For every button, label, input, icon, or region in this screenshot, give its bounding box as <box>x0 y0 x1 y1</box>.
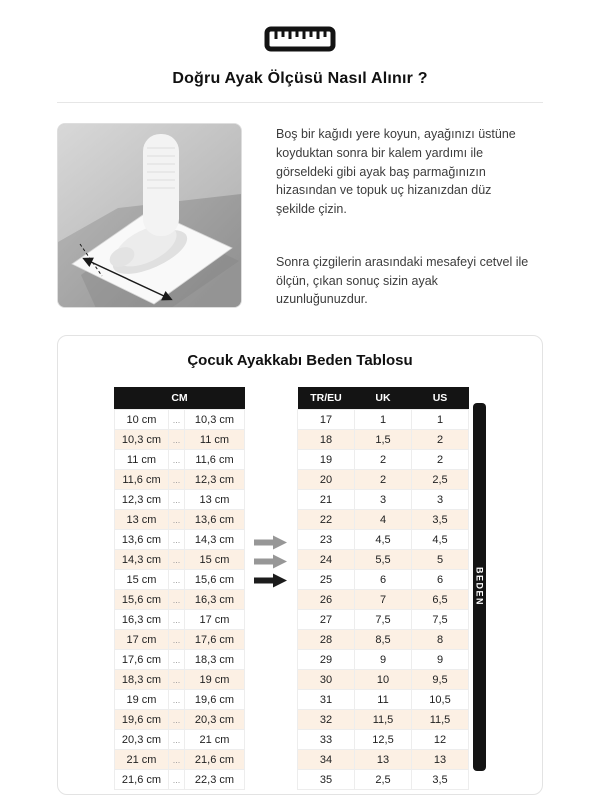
table-cell: 35 <box>298 770 355 790</box>
table-row <box>114 570 244 590</box>
table-cell: 12 <box>412 730 469 750</box>
size-table-title: Çocuk Ayakkabı Beden Tablosu <box>187 352 413 369</box>
table-cell: 19 cm <box>114 690 168 710</box>
conversion-arrows <box>245 535 297 588</box>
table-row <box>298 590 469 610</box>
instruction-text <box>276 123 532 309</box>
table-cell: 19 <box>298 450 355 470</box>
table-cell: 29 <box>298 650 355 670</box>
table-cell: ... <box>168 730 184 750</box>
table-cell: 10 <box>355 670 412 690</box>
table-cell: 11,5 <box>412 710 469 730</box>
table-row <box>298 610 469 630</box>
table-cell: 15,6 cm <box>184 570 244 590</box>
table-cell: 28 <box>298 630 355 650</box>
table-cell: 11 <box>355 690 412 710</box>
table-row <box>298 550 469 570</box>
table-cell: 13 cm <box>114 510 168 530</box>
table-cell: 13 cm <box>184 490 244 510</box>
table-cell: 8 <box>412 630 469 650</box>
table-row <box>298 570 469 590</box>
table-cell: 14,3 cm <box>114 550 168 570</box>
table-cell: 27 <box>298 610 355 630</box>
table-cell: 3,5 <box>412 770 469 790</box>
page-title: Doğru Ayak Ölçüsü Nasıl Alınır ? <box>172 70 428 87</box>
table-cell: 23 <box>298 530 355 550</box>
table-row <box>298 770 469 790</box>
table-row <box>114 610 244 630</box>
beden-label: BEDEN <box>474 567 485 607</box>
instruction-step-2: Sonra çizgilerin arasındaki mesafeyi cetvel ile ölçün, çıkan sonuç sizin ayak uzunluğunuzdur. <box>276 254 529 307</box>
table-cell: 30 <box>298 670 355 690</box>
size-conversion-table <box>297 387 469 790</box>
table-row <box>298 530 469 550</box>
table-row <box>114 510 244 530</box>
table-cell: 7,5 <box>412 610 469 630</box>
table-row <box>114 490 244 510</box>
section-divider <box>57 102 543 103</box>
table-cell: 26 <box>298 590 355 610</box>
size-tables-row <box>58 387 542 790</box>
table-cell: 1,5 <box>355 430 412 450</box>
table-cell: 20 <box>298 470 355 490</box>
table-cell: 12,5 <box>355 730 412 750</box>
table-cell: 2 <box>412 430 469 450</box>
table-row <box>114 630 244 650</box>
table-row <box>298 630 469 650</box>
table-cell: ... <box>168 670 184 690</box>
table-row <box>298 430 469 450</box>
table-cell: 12,3 cm <box>184 470 244 490</box>
table-cell: 4,5 <box>412 530 469 550</box>
table-cell: 34 <box>298 750 355 770</box>
table-cell: 33 <box>298 730 355 750</box>
table-cell: 25 <box>298 570 355 590</box>
table-row <box>114 430 244 450</box>
table-cell: 13,6 cm <box>184 510 244 530</box>
table-cell: 2,5 <box>412 470 469 490</box>
table-header-row <box>114 387 244 410</box>
foot-measurement-photo <box>57 123 242 308</box>
table-cell: ... <box>168 750 184 770</box>
table-cell: 10,5 <box>412 690 469 710</box>
table-cell: 5,5 <box>355 550 412 570</box>
table-cell: 7,5 <box>355 610 412 630</box>
table-cell: 31 <box>298 690 355 710</box>
table-row <box>114 670 244 690</box>
cm-range-table <box>114 387 245 790</box>
table-cell: 32 <box>298 710 355 730</box>
table-cell: ... <box>168 410 184 430</box>
table-cell: 9 <box>412 650 469 670</box>
ruler-icon-svg <box>263 24 337 54</box>
table-cell: ... <box>168 650 184 670</box>
table-row <box>114 650 244 670</box>
table-row <box>298 410 469 430</box>
table-cell: 17,6 cm <box>184 630 244 650</box>
table-cell: ... <box>168 690 184 710</box>
size-table-card <box>57 335 543 795</box>
table-row <box>114 450 244 470</box>
table-cell: ... <box>168 610 184 630</box>
table-row <box>114 690 244 710</box>
table-cell: 2 <box>412 450 469 470</box>
table-cell: 3,5 <box>412 510 469 530</box>
table-cell: 11,5 <box>355 710 412 730</box>
table-cell: 18 <box>298 430 355 450</box>
table-cell: ... <box>168 630 184 650</box>
table-cell: ... <box>168 550 184 570</box>
table-row <box>114 410 244 430</box>
table-cell: 22,3 cm <box>184 770 244 790</box>
table-cell: 19,6 cm <box>114 710 168 730</box>
column-header: US <box>412 387 469 410</box>
table-cell: 15,6 cm <box>114 590 168 610</box>
table-row <box>298 470 469 490</box>
table-cell: 1 <box>355 410 412 430</box>
table-cell: 12,3 cm <box>114 490 168 510</box>
table-row <box>114 530 244 550</box>
table-cell: ... <box>168 510 184 530</box>
column-header: TR/EU <box>298 387 355 410</box>
table-cell: ... <box>168 590 184 610</box>
table-cell: 13,6 cm <box>114 530 168 550</box>
table-row <box>298 690 469 710</box>
table-cell: ... <box>168 490 184 510</box>
right-arrow-icon <box>254 554 288 569</box>
table-cell: 3 <box>412 490 469 510</box>
table-cell: 6 <box>412 570 469 590</box>
table-cell: 9,5 <box>412 670 469 690</box>
table-cell: 4 <box>355 510 412 530</box>
table-cell: 11,6 cm <box>114 470 168 490</box>
table-cell: 6 <box>355 570 412 590</box>
table-cell: 17 cm <box>114 630 168 650</box>
table-cell: 20,3 cm <box>114 730 168 750</box>
table-cell: 19,6 cm <box>184 690 244 710</box>
table-cell: 21 <box>298 490 355 510</box>
table-cell: 18,3 cm <box>184 650 244 670</box>
table-cell: ... <box>168 710 184 730</box>
ruler-icon <box>0 24 600 54</box>
table-cell: 17,6 cm <box>114 650 168 670</box>
table-cell: 18,3 cm <box>114 670 168 690</box>
right-arrow-icon <box>254 573 288 588</box>
table-cell: 10,3 cm <box>114 430 168 450</box>
table-cell: 3 <box>355 490 412 510</box>
table-cell: ... <box>168 430 184 450</box>
table-cell: 10,3 cm <box>184 410 244 430</box>
table-cell: ... <box>168 770 184 790</box>
table-cell: 2 <box>355 470 412 490</box>
table-cell: 11,6 cm <box>184 450 244 470</box>
table-cell: 22 <box>298 510 355 530</box>
table-cell: 13 <box>355 750 412 770</box>
foot-on-paper-illustration <box>58 124 241 307</box>
table-cell: 21 cm <box>114 750 168 770</box>
table-cell: 13 <box>412 750 469 770</box>
table-cell: 19 cm <box>184 670 244 690</box>
table-row <box>298 650 469 670</box>
table-row <box>298 730 469 750</box>
table-row <box>114 730 244 750</box>
table-cell: 2,5 <box>355 770 412 790</box>
table-row <box>298 490 469 510</box>
table-cell: 10 cm <box>114 410 168 430</box>
column-header-cm: CM <box>114 387 244 410</box>
table-row <box>114 770 244 790</box>
table-cell: 6,5 <box>412 590 469 610</box>
table-row <box>298 510 469 530</box>
table-cell: 11 cm <box>114 450 168 470</box>
column-header: UK <box>355 387 412 410</box>
table-row <box>298 670 469 690</box>
table-row <box>114 590 244 610</box>
table-cell: 20,3 cm <box>184 710 244 730</box>
table-cell: 16,3 cm <box>114 610 168 630</box>
table-cell: 14,3 cm <box>184 530 244 550</box>
right-arrow-icon <box>254 535 288 550</box>
table-cell: 15 cm <box>114 570 168 590</box>
beden-side-bar <box>473 403 486 771</box>
table-row <box>298 750 469 770</box>
table-cell: 21,6 cm <box>114 770 168 790</box>
table-cell: 15 cm <box>184 550 244 570</box>
instructions-section <box>57 123 543 309</box>
instruction-step-1: Boş bir kağıdı yere koyun, ayağınızı üstüne koyduktan sonra bir kalem yardımı ile görseldeki gibi ayak baş parmağınızın hizasından ve topuk uç hizanızdan düz şekilde çizin. <box>276 127 516 216</box>
table-cell: 7 <box>355 590 412 610</box>
table-cell: 24 <box>298 550 355 570</box>
table-cell: 21 cm <box>184 730 244 750</box>
table-cell: 1 <box>412 410 469 430</box>
table-cell: 8,5 <box>355 630 412 650</box>
table-cell: ... <box>168 470 184 490</box>
table-cell: 17 cm <box>184 610 244 630</box>
table-cell: ... <box>168 530 184 550</box>
table-row <box>114 550 244 570</box>
table-row <box>114 470 244 490</box>
table-cell: 21,6 cm <box>184 750 244 770</box>
table-cell: ... <box>168 570 184 590</box>
table-cell: 4,5 <box>355 530 412 550</box>
table-cell: 16,3 cm <box>184 590 244 610</box>
table-row <box>114 750 244 770</box>
table-row <box>298 710 469 730</box>
table-cell: 2 <box>355 450 412 470</box>
table-row <box>298 450 469 470</box>
table-cell: 9 <box>355 650 412 670</box>
table-header-row <box>298 387 469 410</box>
table-cell: ... <box>168 450 184 470</box>
table-cell: 17 <box>298 410 355 430</box>
table-cell: 5 <box>412 550 469 570</box>
table-row <box>114 710 244 730</box>
table-cell: 11 cm <box>184 430 244 450</box>
